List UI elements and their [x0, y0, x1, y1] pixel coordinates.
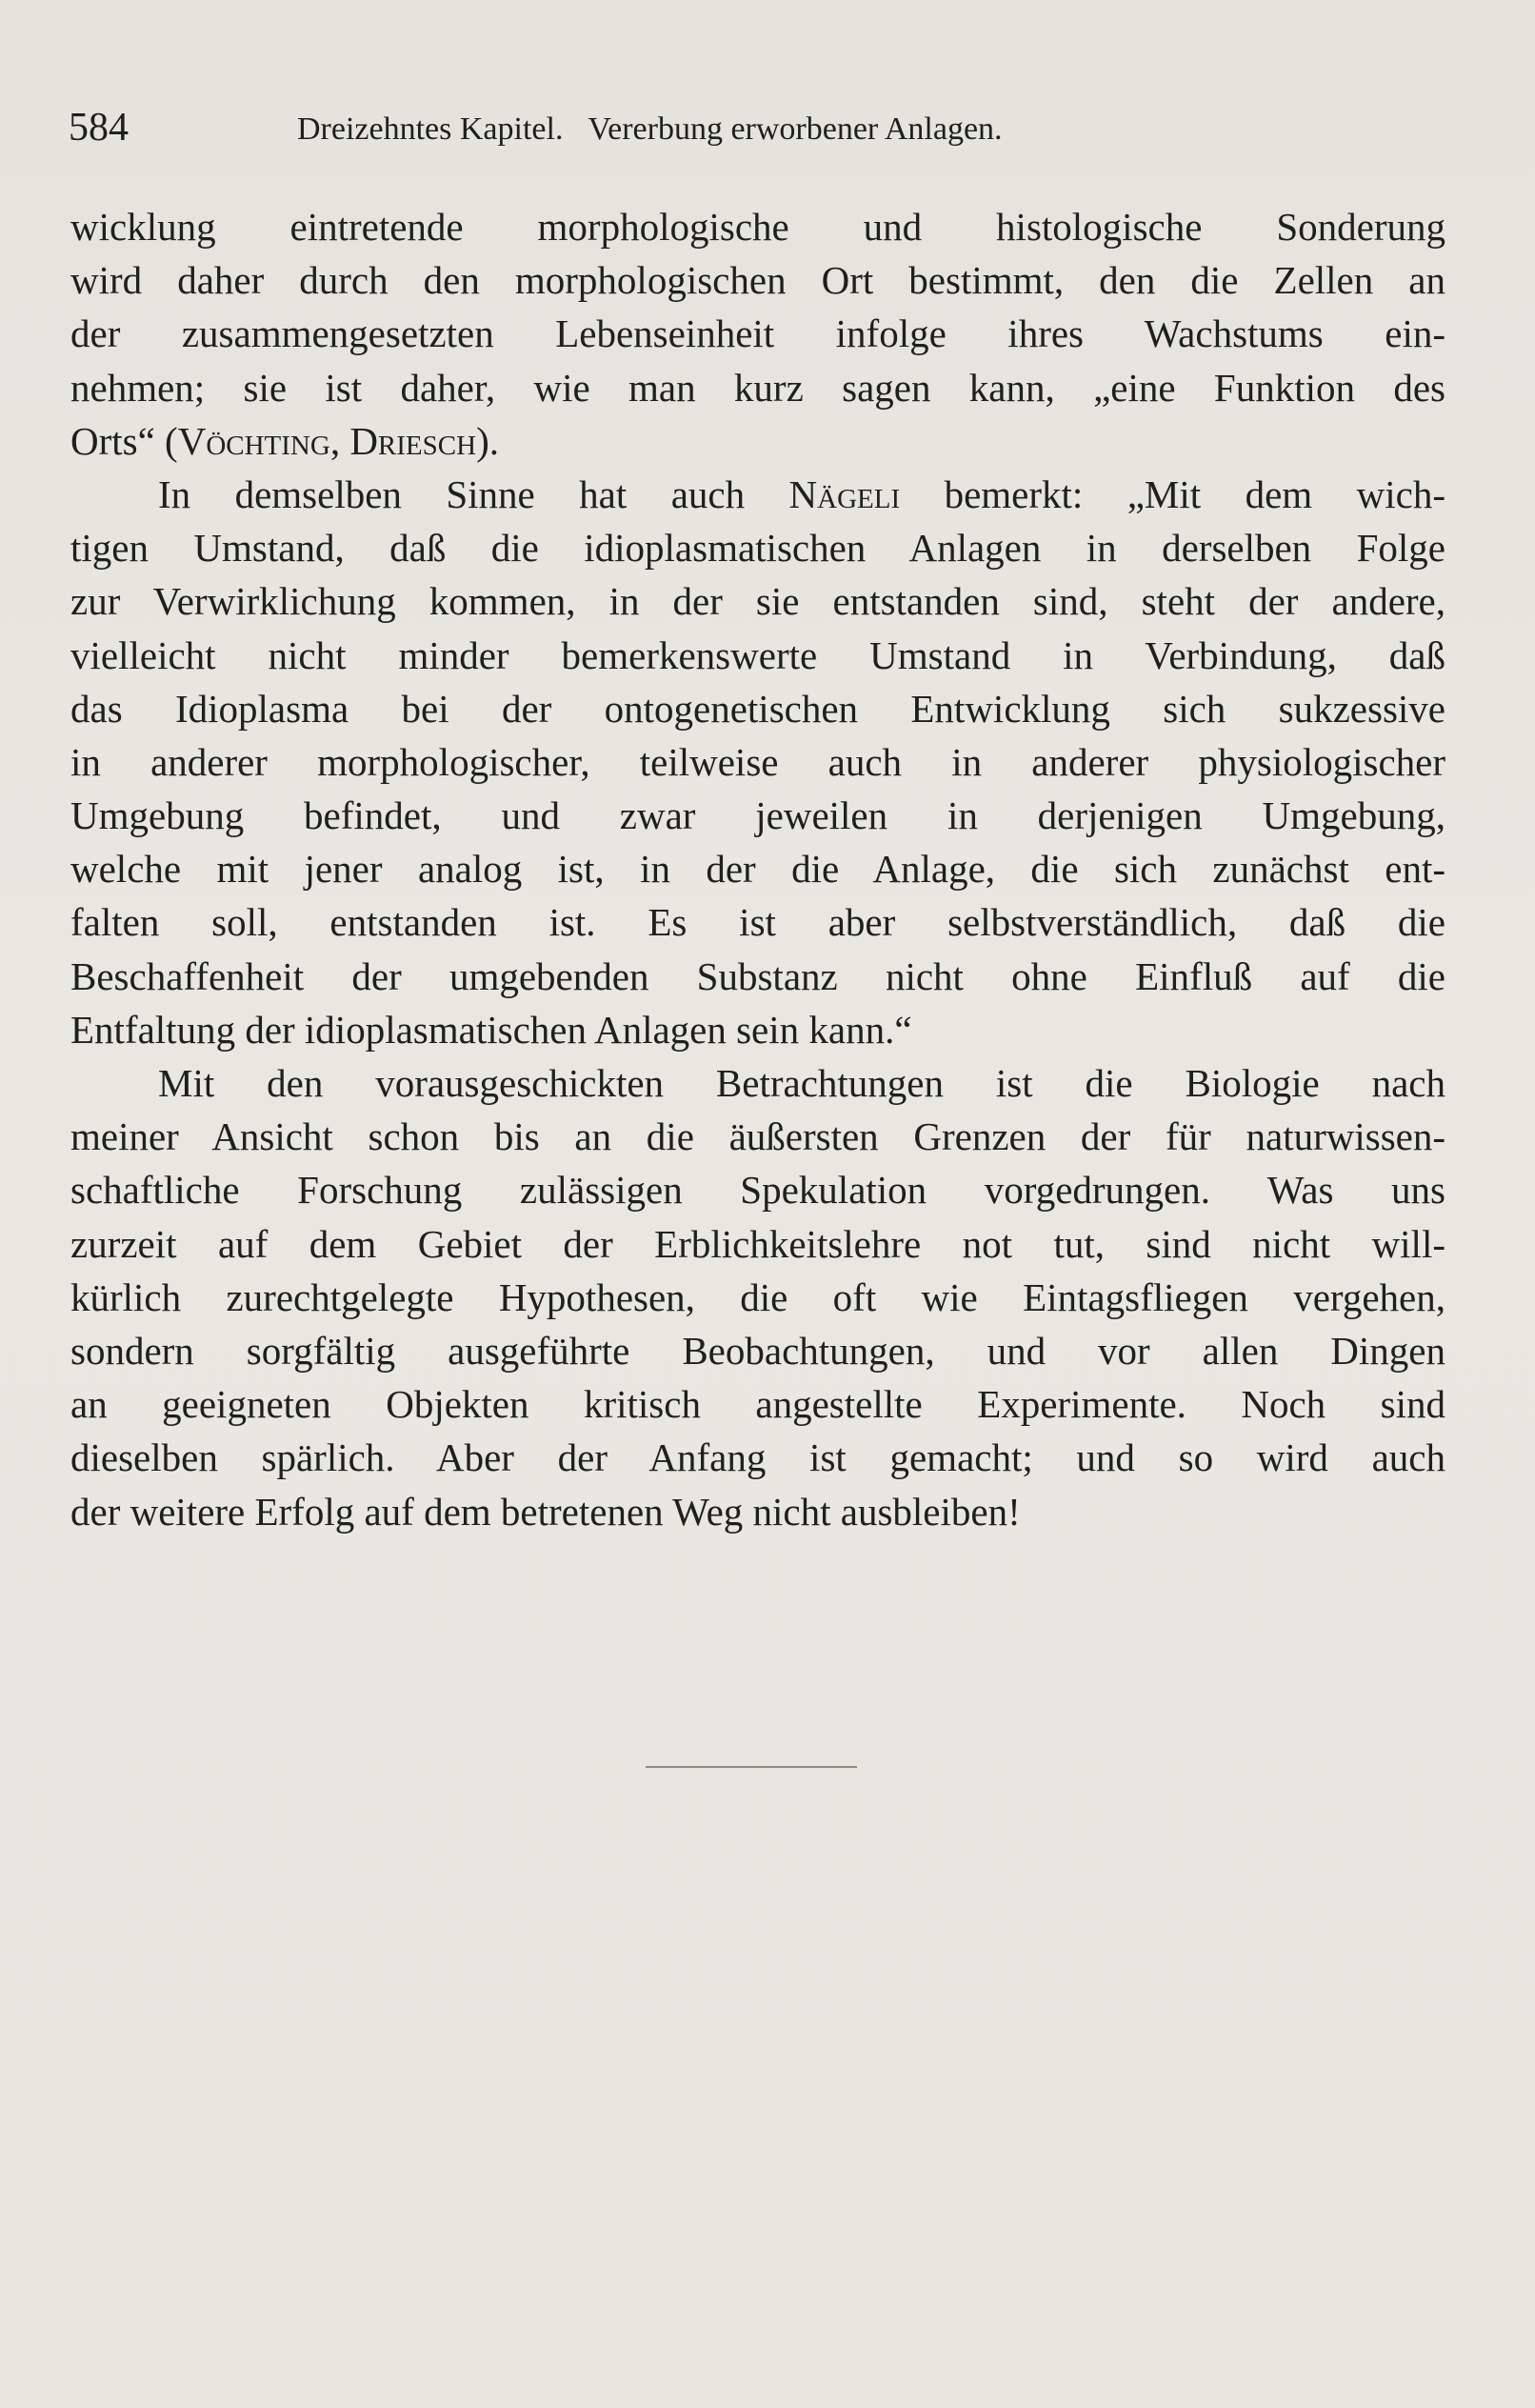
paragraph-1 [70, 200, 1445, 468]
section-title: Vererbung erworbener Anlagen. [588, 111, 1003, 147]
chapter-heading: Dreizehntes Kapitel. [297, 111, 564, 147]
text-line: Mit den vorausgeschickten Betrachtungen ist die Biologie nach [158, 1061, 1445, 1105]
text-line: In demselben Sinne hat auch Nägeli bemerkt: „Mit dem wich- [158, 472, 1445, 516]
text-line: schaftliche Forschung zulässigen Spekulation vorgedrungen. Was uns [70, 1168, 1445, 1213]
text-line: vielleicht nicht minder bemerkenswerte Umstand in Verbindung, daß [70, 632, 1445, 677]
text-line: welche mit jener analog ist, in der die Anlage, die sich zunächst ent- [70, 847, 1445, 892]
text-line: dieselben spärlich. Aber der Anfang ist gemacht; und so wird auch [70, 1435, 1445, 1480]
text-line: wicklung eintretende morphologische und histologische Sonderung [70, 205, 1445, 249]
text-line: Umgebung befindet, und zwar jeweilen in derjenigen Umgebung, [70, 793, 1445, 838]
text-line: tigen Umstand, daß die idioplasmatischen Anlagen in derselben Folge [70, 526, 1445, 571]
text-line: meiner Ansicht schon bis an die äußersten Grenzen der für naturwissen- [70, 1114, 1445, 1159]
paragraph-3 [70, 1056, 1445, 1538]
running-head [297, 103, 1003, 156]
page-number: 584 [69, 106, 129, 150]
text-line: zurzeit auf dem Gebiet der Erblichkeitslehre not tut, sind nicht will- [70, 1221, 1445, 1266]
paragraph-2 [70, 468, 1445, 1056]
text-line: kürlich zurechtgelegte Hypothesen, die oft wie Eintagsfliegen vergehen, [70, 1274, 1445, 1319]
text-line: zur Verwirklichung kommen, in der sie entstanden sind, steht der andere, [70, 579, 1445, 624]
text-line: Orts“ (Vöchting, Driesch). [70, 418, 499, 463]
text-line: der weitere Erfolg auf dem betretenen Weg nicht ausbleiben! [70, 1489, 1021, 1534]
text-line: falten soll, entstanden ist. Es ist aber selbstverständlich, daß die [70, 900, 1445, 945]
text-line: Entfaltung der idioplasmatischen Anlagen sein kann.“ [70, 1007, 912, 1052]
text-line: sondern sorgfältig ausgeführte Beobachtungen, und vor allen Dingen [70, 1328, 1445, 1373]
text-line: in anderer morphologischer, teilweise auch in anderer physiologischer [70, 739, 1445, 784]
text-line: nehmen; sie ist daher, wie man kurz sagen kann, „eine Funktion des [70, 365, 1445, 410]
text-line: der zusammengesetzten Lebenseinheit infolge ihres Wachstums ein- [70, 311, 1445, 356]
page-header [69, 99, 1211, 156]
section-end-rule [646, 1766, 857, 1768]
text-line: wird daher durch den morphologischen Ort bestimmt, den die Zellen an [70, 258, 1445, 303]
text-line: Beschaffenheit der umgebenden Substanz nicht ohne Einfluß auf die [70, 953, 1445, 998]
text-line: an geeigneten Objekten kritisch angestellte Experimente. Noch sind [70, 1382, 1445, 1427]
body-text [70, 200, 1445, 1538]
text-line: das Idioplasma bei der ontogenetischen Entwicklung sich sukzessive [70, 686, 1445, 731]
